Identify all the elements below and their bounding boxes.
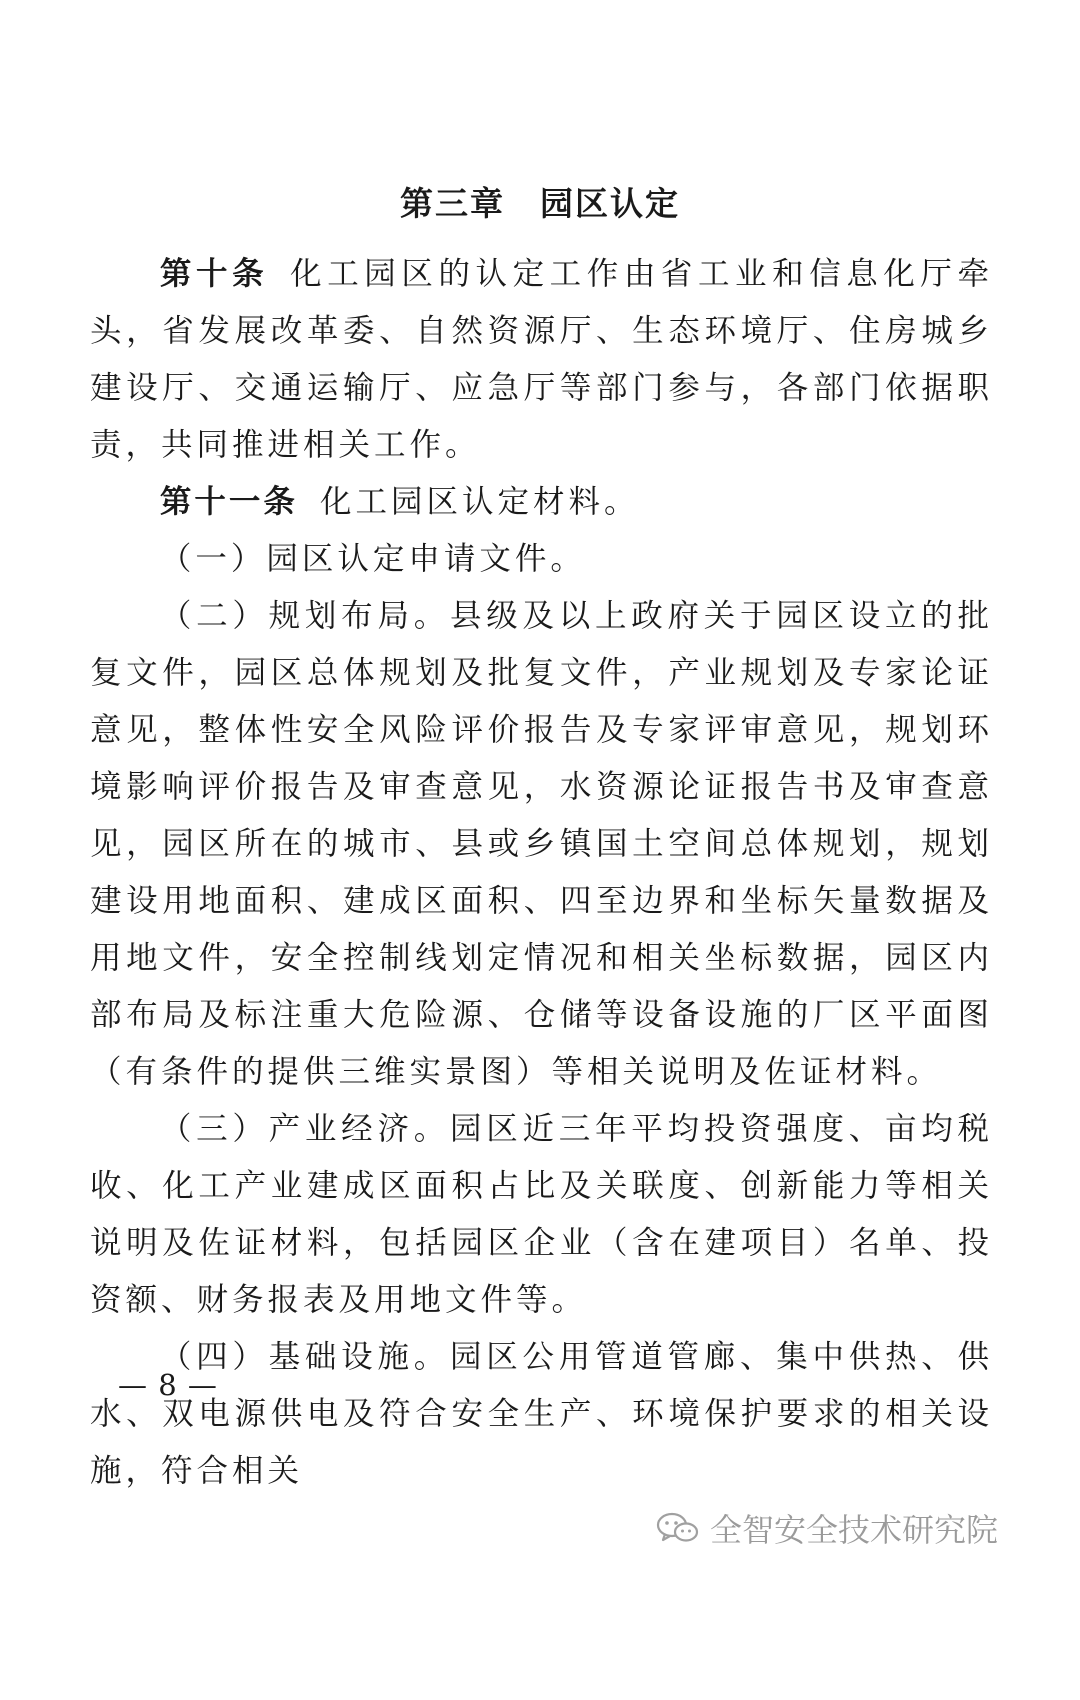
paragraph-text: 化工园区的认定工作由省工业和信息化厅牵头，省发展改革委、自然资源厅、生态环境厅、住房城乡建设厅、交通运输厅、应急厅等部门参与，各部门依据职责，共同推进相关工作。 bbox=[90, 256, 993, 463]
paragraph-text: （二）规划布局。县级及以上政府关于园区设立的批复文件，园区总体规划及批复文件，产业规划及专家论证意见，整体性安全风险评价报告及专家评审意见，规划环境影响评价报告及审查意见，水资源论证报告书及审查意见，园区所在的城市、县或乡镇国土空间总体规划，规划建设用地面积、建成区面积、四至边界和坐标矢量数据及用地文件，安全控制线划定情况和相关坐标数据，园区内部布局及标注重大危险源、仓储等设备设施的厂区平面图（有条件的提供三维实景图）等相关说明及佐证材料。 bbox=[90, 598, 993, 1090]
document-body bbox=[90, 246, 993, 1500]
list-item-paragraph bbox=[90, 1329, 993, 1500]
watermark bbox=[656, 1505, 998, 1551]
wechat-icon bbox=[656, 1511, 700, 1545]
watermark-text: 全智安全技术研究院 bbox=[709, 1511, 998, 1549]
article-paragraph bbox=[90, 474, 993, 531]
article-paragraph bbox=[90, 246, 993, 474]
chapter-title: 第三章 园区认定 bbox=[400, 184, 680, 223]
paragraph-text: （三）产业经济。园区近三年平均投资强度、亩均税收、化工产业建成区面积占比及关联度、创新能力等相关说明及佐证材料，包括园区企业（含在建项目）名单、投资额、财务报表及用地文件等。 bbox=[90, 1111, 993, 1318]
article-number: 第十条 bbox=[159, 256, 269, 292]
paragraph-text: （四）基础设施。园区公用管道管廊、集中供热、供水、双电源供电及符合安全生产、环境保护要求的相关设施，符合相关 bbox=[90, 1339, 993, 1489]
list-item-paragraph bbox=[90, 1101, 993, 1329]
list-item-paragraph bbox=[90, 588, 993, 1101]
page-number: — 8 — bbox=[118, 1368, 218, 1402]
paragraph-text: 化工园区认定材料。 bbox=[319, 484, 640, 520]
list-item-paragraph bbox=[90, 531, 993, 588]
paragraph-text: （一）园区认定申请文件。 bbox=[159, 541, 586, 577]
article-number: 第十一条 bbox=[159, 484, 298, 520]
